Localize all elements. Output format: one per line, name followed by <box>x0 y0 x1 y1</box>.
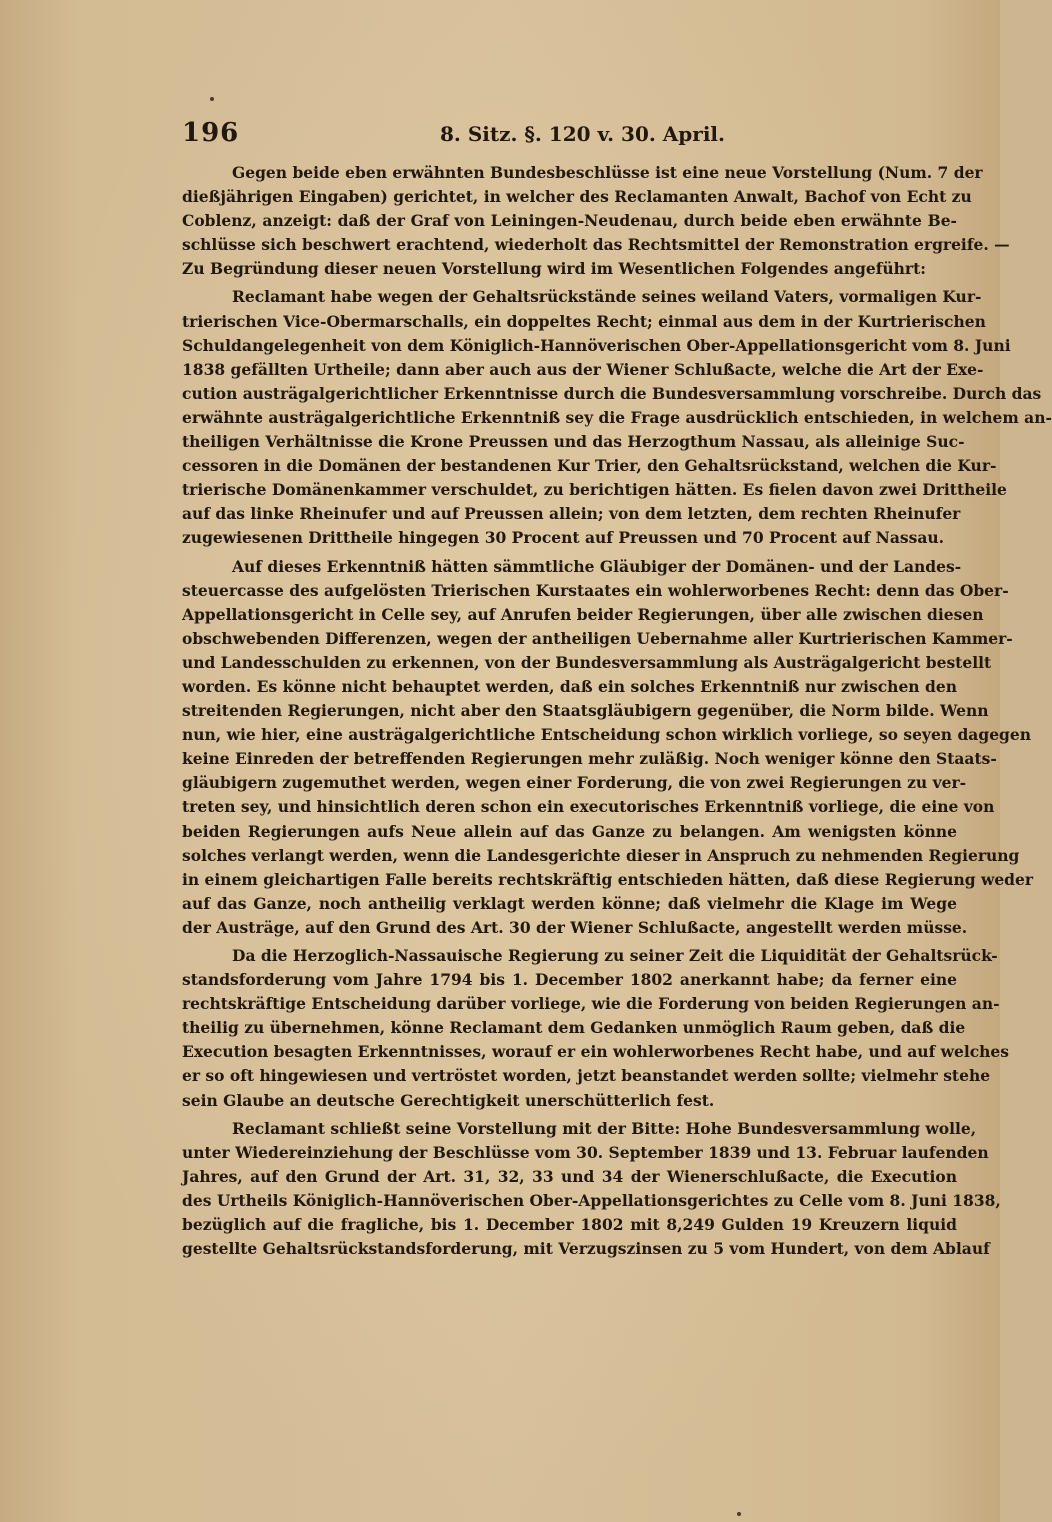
text-line: trierischen Vice-Obermarschalls, ein doppeltes Recht; einmal aus dem in der Kurtrierischen <box>182 311 986 331</box>
text-line: auf das linke Rheinufer und auf Preussen allein; von dem letzten, dem rechten Rheinufer <box>182 504 961 524</box>
text-line: 1838 gefällten Urtheile; dann aber auch aus der Wiener Schlußacte, welche die Art der Exe- <box>182 359 984 379</box>
text-line: theilig zu übernehmen, könne Reclamant dem Gedanken unmöglich Raum geben, daß die <box>182 1018 966 1038</box>
paragraph <box>182 161 1010 281</box>
text-line: in einem gleichartigen Falle bereits rechtskräftig entschieden hätten, daß diese Regierung weder <box>182 869 1034 889</box>
text-line: cessoren in die Domänen der bestandenen Kur Trier, den Gehaltsrückstand, welchen die Kur- <box>182 456 997 476</box>
text-line: bezüglich auf die fragliche, bis 1. December 1802 mit 8,249 Gulden 19 Kreuzern liquid <box>182 1215 957 1235</box>
text-line: des Urtheils Königlich-Hannöverischen Ober-Appellationsgerichtes zu Celle vom 8. Juni 1838, <box>182 1190 1001 1210</box>
text-line: worden. Es könne nicht behauptet werden, daß ein solches Erkenntniß nur zwischen den <box>182 676 957 696</box>
paragraph <box>182 555 1034 941</box>
text-line: Reclamant schließt seine Vorstellung mit der Bitte: Hohe Bundesversammlung wolle, <box>232 1118 977 1138</box>
text-line: gestellte Gehaltsrückstandsforderung, mit Verzugszinsen zu 5 vom Hundert, von dem Ablauf <box>182 1239 990 1259</box>
text-line: Schuldangelegenheit von dem Königlich-Hannöverischen Ober-Appellationsgericht vom 8. Juni <box>182 335 1011 355</box>
text-line: er so oft hingewiesen und vertröstet worden, jetzt beanstandet werden sollte; vielmehr stehe <box>182 1066 991 1086</box>
text-line: streitenden Regierungen, nicht aber den Staatsgläubigern gegenüber, die Norm bilde. Wenn <box>182 701 989 721</box>
text-line: Auf dieses Erkenntniß hätten sämmtliche Gläubiger der Domänen- und der Landes- <box>232 556 962 576</box>
text-line: dießjährigen Eingaben) gerichtet, in welcher des Reclamanten Anwalt, Bachof von Echt zu <box>182 187 972 207</box>
text-line: obschwebenden Differenzen, wegen der antheiligen Uebernahme aller Kurtrierischen Kammer- <box>182 628 1013 648</box>
text-line: nun, wie hier, eine austrägalgerichtliche Entscheidung schon wirklich vorliege, so seyen dagegen <box>182 725 1032 745</box>
ink-speck <box>737 1512 741 1516</box>
text-line: schlüsse sich beschwert erachtend, wiederholt das Rechtsmittel der Remonstration ergreife. — <box>182 235 1010 255</box>
text-line: standsforderung vom Jahre 1794 bis 1. December 1802 anerkannt habe; da ferner eine <box>182 970 957 990</box>
paragraph <box>182 944 1010 1113</box>
text-line: Da die Herzoglich-Nassauische Regierung zu seiner Zeit die Liquidität der Gehaltsrück- <box>232 946 998 965</box>
text-line: Reclamant habe wegen der Gehaltsrückstände seines weiland Vaters, vormaligen Kur- <box>232 287 982 307</box>
text-line: Jahres, auf den Grund der Art. 31, 32, 33 und 34 der Wienerschlußacte, die Execution <box>182 1166 957 1186</box>
text-line: Appellationsgericht in Celle sey, auf Anrufen beider Regierungen, über alle zwischen diesen <box>182 604 984 624</box>
text-line: keine Einreden der betreffenden Regierungen mehr zuläßig. Noch weniger könne den Staats- <box>182 749 997 769</box>
text-line: und Landesschulden zu erkennen, von der Bundesversammlung als Austrägalgericht bestellt <box>182 652 992 672</box>
text-line: Gegen beide eben erwähnten Bundesbeschlüsse ist eine neue Vorstellung (Num. 7 der <box>232 163 983 182</box>
page-number: 196 <box>182 118 240 148</box>
running-head: 8. Sitz. §. 120 v. 30. April. <box>440 122 725 146</box>
page-header <box>182 118 725 152</box>
text-line: zugewiesenen Drittheile hingegen 30 Procent auf Preussen und 70 Procent auf Nassau. <box>182 528 945 548</box>
body-text <box>182 161 1052 1261</box>
text-line: rechtskräftige Entscheidung darüber vorliege, wie die Forderung von beiden Regierungen an- <box>182 994 1000 1014</box>
text-line: solches verlangt werden, wenn die Landesgerichte dieser in Anspruch zu nehmenden Regierung <box>182 845 1020 865</box>
text-line: beiden Regierungen aufs Neue allein auf das Ganze zu belangen. Am wenigsten könne <box>182 821 957 841</box>
text-line: Execution besagten Erkenntnisses, worauf er ein wohlerworbenes Recht habe, und auf welches <box>182 1042 1010 1062</box>
text-line: auf das Ganze, noch antheilig verklagt werden könne; daß vielmehr die Klage im Wege <box>182 893 957 913</box>
ink-speck <box>210 97 214 101</box>
text-line: trierische Domänenkammer verschuldet, zu berichtigen hätten. Es fielen davon zwei Drittheile <box>182 480 1007 500</box>
text-line: cution austrägalgerichtlicher Erkenntnisse durch die Bundesversammlung vorschreibe. Durch das <box>182 383 1042 403</box>
paragraph <box>182 285 1052 550</box>
text-line: Zu Begründung dieser neuen Vorstellung wird im Wesentlichen Folgendes angeführt: <box>182 259 926 279</box>
text-line: sein Glaube an deutsche Gerechtigkeit unerschütterlich fest. <box>182 1090 715 1110</box>
text-line: treten sey, und hinsichtlich deren schon ein executorisches Erkenntniß vorliege, die eine von <box>182 797 995 817</box>
paragraph <box>182 1117 1001 1262</box>
text-line: unter Wiedereinziehung der Beschlüsse vom 30. September 1839 und 13. Februar laufenden <box>182 1142 989 1162</box>
text-line: theiligen Verhältnisse die Krone Preussen und das Herzogthum Nassau, als alleinige Suc- <box>182 432 965 452</box>
text-line: steuercasse des aufgelösten Trierischen Kurstaates ein wohlerworbenes Recht: denn das Ober- <box>182 580 1009 600</box>
text-line: Coblenz, anzeigt: daß der Graf von Leiningen-Neudenau, durch beide eben erwähnte Be- <box>182 211 957 231</box>
text-line: erwähnte austrägalgerichtliche Erkenntniß sey die Frage ausdrücklich entschieden, in welchem an- <box>182 407 1052 427</box>
text-line: gläubigern zugemuthet werden, wegen einer Forderung, die von zwei Regierungen zu ver- <box>182 773 967 793</box>
text-line: der Austräge, auf den Grund des Art. 30 der Wiener Schlußacte, angestellt werden müsse. <box>182 917 968 937</box>
